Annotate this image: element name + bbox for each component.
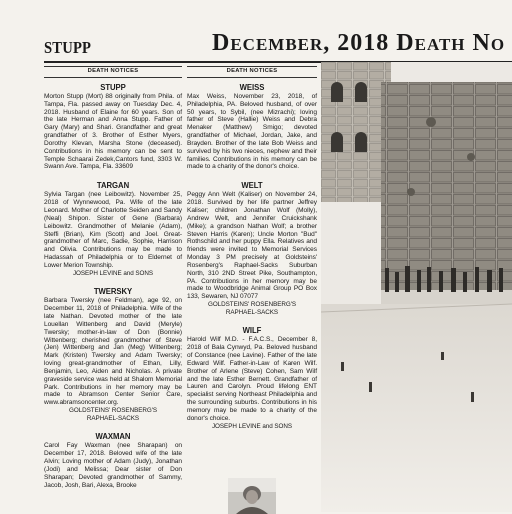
notice-weiss <box>187 82 317 171</box>
funeral-home: GOLDSTEINS' ROSENBERG'S <box>207 301 297 309</box>
notice-stupp <box>44 82 182 171</box>
funeral-home: RAPHAEL-SACKS <box>86 414 140 422</box>
notice-wilf <box>187 325 317 430</box>
notice-text: Carol Fay Waxman (nee Sharapan) on December 17, 2018. Beloved wife of the late Alvin; Loving mother of Adam (Judy), Jonathan (Jodi) and Melissa; Dear sister of Don Sharapan; Devoted grandmother of Sammy, Jacob, Josh, Bari, Alexa, Brooke <box>44 442 182 489</box>
notice-text: Max Weiss, November 23, 2018, of Philadelphia, PA. Beloved husband, of over 50 years, to Sybil, (nee Mizrachi); loving father of Steve (Hallie) Weiss and Debra Menaker (Matthew) Smigo; devoted grandfather of Michael, Jordan, Jake, and Brayden. Brother of the late Bob Weiss and survived by his two nieces, nephew and their families. Contributions in his memory can be made to a charity of the donor's choice. <box>187 92 317 171</box>
notice-text: Sylvia Targan (nee Leibowitz). November 25, 2018 of Wynnewood, Pa. Wife of the late Leonard. Mother of Charlotte Seiden and Sandy (Neal) Shipon. Sister of Gene (Barbara) Leibowitz. Grandmother of Melanie (Adam), Steffi (Brian), Kim (Scott) and Joel. Great-grandmother of Marc, Sadie, Sophie, Harrison and Olivia. Contributions may be made to Hadassah of Philadelphia or to Eldernet of Lower Merion Township. <box>44 191 182 269</box>
notice-text: Morton Stupp (Mort) 88 originally from Phila. of Tampa, Fla. passed away on Tuesday Dec. 4, 2018. Husband of Elaine for 60 years. Son of the late Herman and Anna Stupp. Father of Gary (Mary) and Shari. Grandfather and great grandfather of 3. Brother of Esther Myers, Dorothy Klevan, Marsha Stone (deceased). Contributions in his memory can be sent to Temple Schaarai Zedek,Cantors fund, 3303 W. Swann Ave. Tampa, Fla. 33609 <box>44 92 182 171</box>
notice-waxman <box>44 431 182 489</box>
notice-name: WILF <box>242 325 262 336</box>
funeral-home: JOSEPH LEVINE and SONS <box>211 422 293 430</box>
notice-name: WEISS <box>239 81 265 92</box>
page-surname-header: STUPP <box>44 38 92 57</box>
notice-name: TWERSKY <box>93 286 133 297</box>
notice-targan <box>44 180 182 277</box>
photo-image <box>321 62 512 512</box>
funeral-home: JOSEPH LEVINE and SONS <box>72 269 154 277</box>
page-title: December, 2018 Death No <box>212 30 506 56</box>
notices-column-1 <box>44 66 182 489</box>
notice-twersky <box>44 286 182 422</box>
western-wall-photo <box>321 62 512 512</box>
obituary-portrait-photo <box>228 478 276 514</box>
notice-text: Harold Wilf M.D. - F.A.C.S., December 8, 2018 of Bala Cynwyd, Pa. Beloved husband of Constance (nee Lavine). Father of the late Edward Wilf. Father-in-Law of Karen Wilf. Brother of Arlene (Steve) Cohen, Sam Wilf and the late Esther Bernett. Grandfather of Lauren and Carolyn. Proud lifelong ENT specialist serving Northeast Philadelphia and the surrounding suburbs. Contributions in his memory may be made to a charity of the donor's choice. <box>187 336 317 422</box>
notice-text: Peggy Ann Welt (Kaliser) on November 24, 2018. Survived by her life partner Jeffrey Kaliser; children Jonathan Wolf (Molly), Andrew Welt, and Jennifer Cruickshank (Mike); a grandson Nathan Wolf; a brother Steven Harris (Karen); Uncle Morton "Bud" Rothschild and her puppy Ella. Relatives and friends were invited to Memorial Services Monday 3 PM precisely at Goldsteins' Rosenberg's Raphael-Sacks Suburban North, 310 2ND Street Pike, Southampton, PA. Contributions in her memory may be made to Woodbridge Animal Group PO Box 133, Sewaren, NJ 07077 <box>187 191 317 301</box>
notice-welt <box>187 180 317 316</box>
notice-name: WAXMAN <box>95 431 131 442</box>
notices-column-2 <box>187 66 317 430</box>
section-label: DEATH NOTICES <box>187 66 317 78</box>
notice-text: Barbara Twersky (nee Feldman), age 92, on December 11, 2018 of Philadelphia. Wife of the late Nathan. Devoted mother of the late Louellan Wittenberg and David (Meryle) Twersky; mother-in-law of Don (Bonnie) Wittenberg; cherished grandmother of Steve (Jen) Wittenberg and Jan (Meg) Wittenberg; Mark (Kristen) Twersky and Adam Twersky; loving great-grandmother of Ethan, Lilly, Benjamin, Leo, Aiden and Nicholas. A private graveside service was held at Shalom Memorial Park. Contributions in her memory may be made to Abramson Center Senior Care, www.abramsoncenter.org. <box>44 297 182 407</box>
notice-name: STUPP <box>100 81 126 92</box>
notice-name: WELT <box>241 180 263 191</box>
portrait-image <box>228 478 276 514</box>
section-label: DEATH NOTICES <box>44 66 182 78</box>
funeral-home: RAPHAEL-SACKS <box>225 308 279 316</box>
notice-name: TARGAN <box>96 180 130 191</box>
funeral-home: GOLDSTEINS' ROSENBERG'S <box>68 407 158 415</box>
